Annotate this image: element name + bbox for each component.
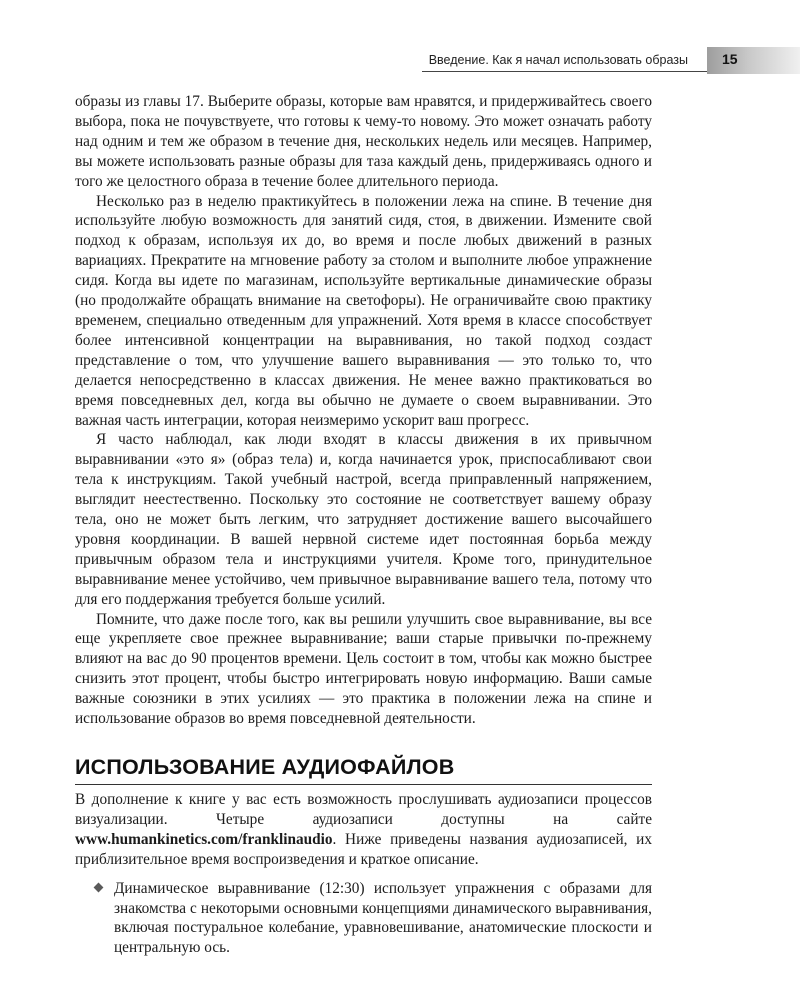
section-heading: ИСПОЛЬЗОВАНИЕ АУДИОФАЙЛОВ <box>75 755 455 779</box>
diamond-bullet-icon <box>94 882 104 892</box>
bullet-item-dynamic-alignment <box>75 879 652 959</box>
running-header <box>0 47 800 74</box>
running-header-title: Введение. Как я начал использовать образы <box>428 53 688 67</box>
section-intro-text-start: В дополнение к книге у вас есть возможность прослушивать аудиозаписи процессов визуализации. Четыре аудиозаписи доступны на сайте <box>75 791 652 828</box>
section-heading-rule <box>75 784 652 785</box>
bullet-item-text: Динамическое выравнивание (12:30) использует упражнения с образами для знакомства с некоторыми основными концепциями динамического выравнивания, включая постуральное колебание, уравновешивание, анатомические плоскости и центральную ось. <box>114 879 652 957</box>
section-intro-text-end: . Ниже приведены названия аудиозаписей, их приблизительное время воспроизведения и краткое описание. <box>75 830 652 868</box>
page-body <box>75 92 652 958</box>
page-number-box <box>707 47 800 74</box>
page-number: 15 <box>722 51 738 67</box>
section-intro <box>75 790 652 870</box>
paragraph-3: Я часто наблюдал, как люди входят в классы движения в их привычном выравнивании «это я» (образ тела) и, когда начинается урок, приспосабливают свои тела к инструкциям. Такой учебный настрой, всегда приправленный напряжением, выглядит неестественно. Поскольку это состояние не соответствует вашему образу тела, оно не может быть легким, что затрудняет достижение вашего высочайшего уровня координации. В вашей нервной системе идет постоянная борьба между привычным образом тела и инструкциями учителя. Кроме того, принудительное выравнивание менее устойчиво, чем привычное выравнивание вашего тела, потому что для его поддержания требуется больше усилий. <box>75 431 652 608</box>
header-rule <box>422 71 720 72</box>
paragraph-1: образы из главы 17. Выберите образы, которые вам нравятся, и придерживайтесь своего выбора, пока не почувствуете, что готовы к чему-то новому. Это может означать работу над одним и тем же образом в течение дня, нескольких недель или месяцев. Например, вы можете использовать разные образы для таза каждый день, придерживаясь одного и того же целостного образа в течение более длительного периода. <box>75 93 652 190</box>
paragraph-2: Несколько раз в неделю практикуйтесь в положении лежа на спине. В течение дня используйте любую возможность для занятий сидя, стоя, в движении. Измените свой подход к образам, используя их до, во время и после любых движений в разных вариациях. Прекратите на мгновение работу за столом и выполните любое упражнение сидя. Когда вы идете по магазинам, используйте вертикальные динамические образы (но продолжайте обращать внимание на светофоры). Не ограничивайте свою практику временем, специально отведенным для упражнений. Хотя время в классе способствует более интенсивной концентрации на выравнивания, но такой подход создаст представление о том, что улучшение вашего выравнивания — это только то, что делается непосредственно в классах движения. Не менее важно практиковаться во время повседневных дел, когда вы обычно не думаете о своем выравнивании. Это важная часть интеграции, которая неизмеримо ускорит ваш прогресс. <box>75 192 652 429</box>
paragraph-4: Помните, что даже после того, как вы решили улучшить свое выравнивание, вы все еще укрепляете свое прежнее выравнивание; ваши старые привычки по-прежнему влияют на вас до 90 процентов времени. Цель состоит в том, чтобы как можно быстрее снизить этот процент, чтобы быстро интегрировать новую информацию. Ваши самые важные союзники в этих усилиях — это практика в положении лежа на спине и использование образов во время повседневной деятельности. <box>75 610 652 728</box>
audio-link[interactable]: www.humankinetics.com/franklinaudio <box>75 830 333 848</box>
